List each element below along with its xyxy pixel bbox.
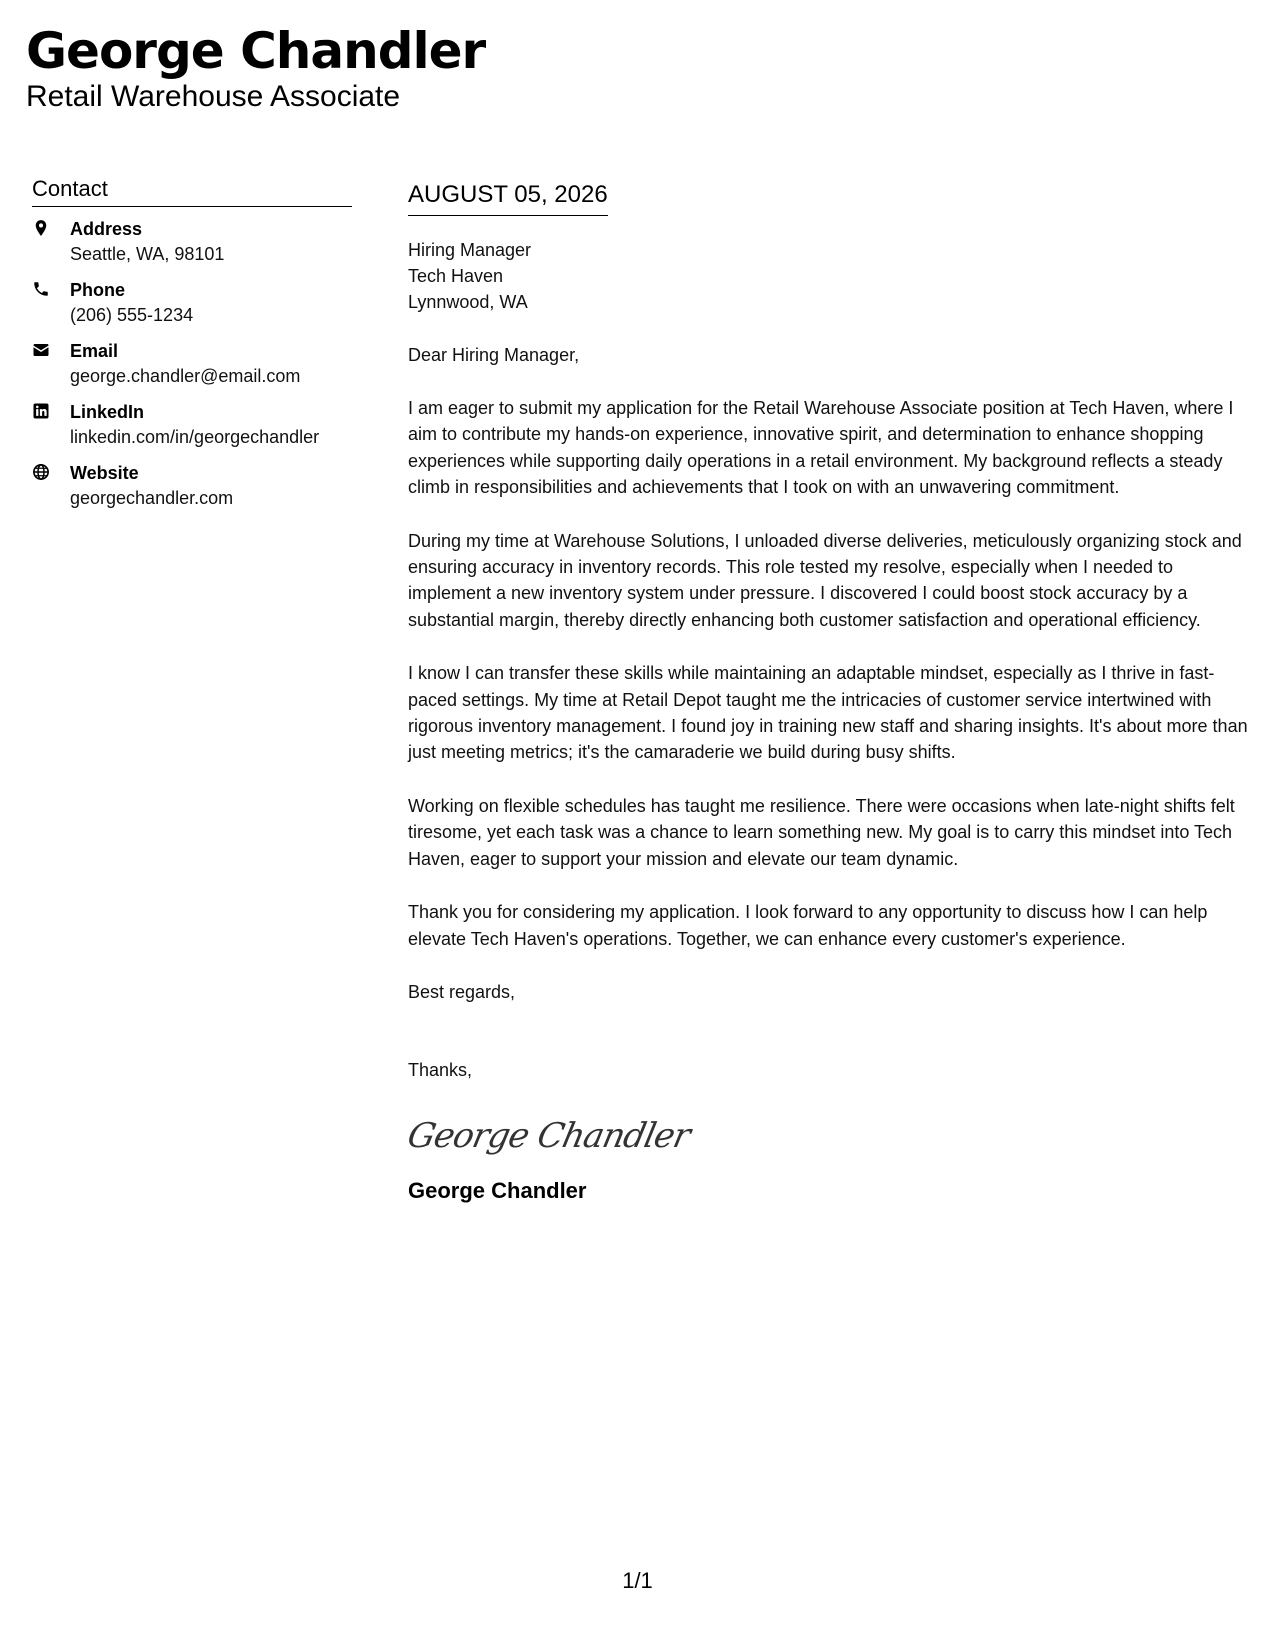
envelope-icon (32, 339, 70, 361)
body-paragraph-3: I know I can transfer these skills while maintaining an adaptable mindset, especially as I thrive in fast-paced settings. My time at Retail Depot taught me the intricacies of customer service intertwined with rigorous inventory management. I found joy in training new staff and sharing insights. It's about more than just meeting metrics; it's the camaraderie we build during busy shifts. (408, 663, 1248, 763)
website-label: Website (70, 463, 139, 483)
recipient-block (408, 237, 1260, 315)
body-paragraph-1: I am eager to submit my application for the Retail Warehouse Associate position at Tech Haven, where I aim to contribute my hands-on experience, innovative spirit, and determination to enhance shopping experiences while supporting daily operations in a retail environment. My background reflects a steady climb in responsibilities and achievements that I took on with an unwavering commitment. (408, 398, 1234, 498)
contact-item-linkedin (32, 400, 352, 450)
handwritten-signature (404, 1109, 1260, 1159)
body-paragraph-4: Working on flexible schedules has taught me resilience. There were occasions when late-night shifts felt tiresome, yet each task was a chance to learn something new. My goal is to carry this mindset into Tech Haven, eager to support your mission and elevate our team dynamic. (408, 795, 1235, 869)
globe-icon (32, 461, 70, 483)
contact-item-phone (32, 278, 352, 328)
email-value: george.chandler@email.com (70, 366, 301, 386)
thanks-line: Thanks, (408, 1059, 473, 1080)
contact-item-email (32, 339, 352, 389)
closing-line: Best regards, (408, 981, 516, 1002)
contact-sidebar (32, 175, 352, 522)
recipient-company: Tech Haven (408, 266, 504, 286)
phone-value: (206) 555-1234 (70, 305, 194, 325)
website-value: georgechandler.com (70, 488, 234, 508)
linkedin-icon (32, 400, 70, 422)
contact-item-address (32, 217, 352, 267)
linkedin-value: linkedin.com/in/georgechandler (70, 427, 320, 447)
letter-date: AUGUST 05, 2026 (408, 179, 608, 216)
contact-item-website (32, 461, 352, 511)
email-label: Email (70, 341, 119, 361)
recipient-location: Lynnwood, WA (408, 292, 528, 312)
address-value: Seattle, WA, 98101 (70, 244, 225, 264)
signer-name: George Chandler (408, 1177, 587, 1203)
phone-label: Phone (70, 280, 126, 300)
body-paragraph-2: During my time at Warehouse Solutions, I unloaded diverse deliveries, meticulously organizing stock and ensuring accuracy in inventory records. This role tested my resolve, especially when I needed to implement a new inventory system under pressure. I discovered I could boost stock accuracy by a substantial margin, thereby directly enhancing both customer satisfaction and operational efficiency. (408, 530, 1242, 630)
phone-icon (32, 278, 70, 300)
resume-header (26, 20, 485, 114)
body-paragraph-5: Thank you for considering my application. I look forward to any opportunity to discuss how I can help elevate Tech Haven's operations. Together, we can enhance every customer's experience. (408, 902, 1208, 949)
applicant-name: George Chandler (26, 22, 486, 80)
salutation: Dear Hiring Manager, (408, 345, 580, 365)
cover-letter (404, 179, 1260, 1206)
map-pin-icon (32, 217, 70, 239)
recipient-title: Hiring Manager (408, 240, 532, 260)
contact-heading: Contact (32, 175, 352, 207)
linkedin-label: LinkedIn (70, 402, 145, 422)
page-number: 1/1 (622, 1568, 653, 1593)
svg-text:George Chandler: George Chandler (404, 1116, 694, 1156)
applicant-role: Retail Warehouse Associate (26, 80, 401, 113)
address-label: Address (70, 219, 143, 239)
